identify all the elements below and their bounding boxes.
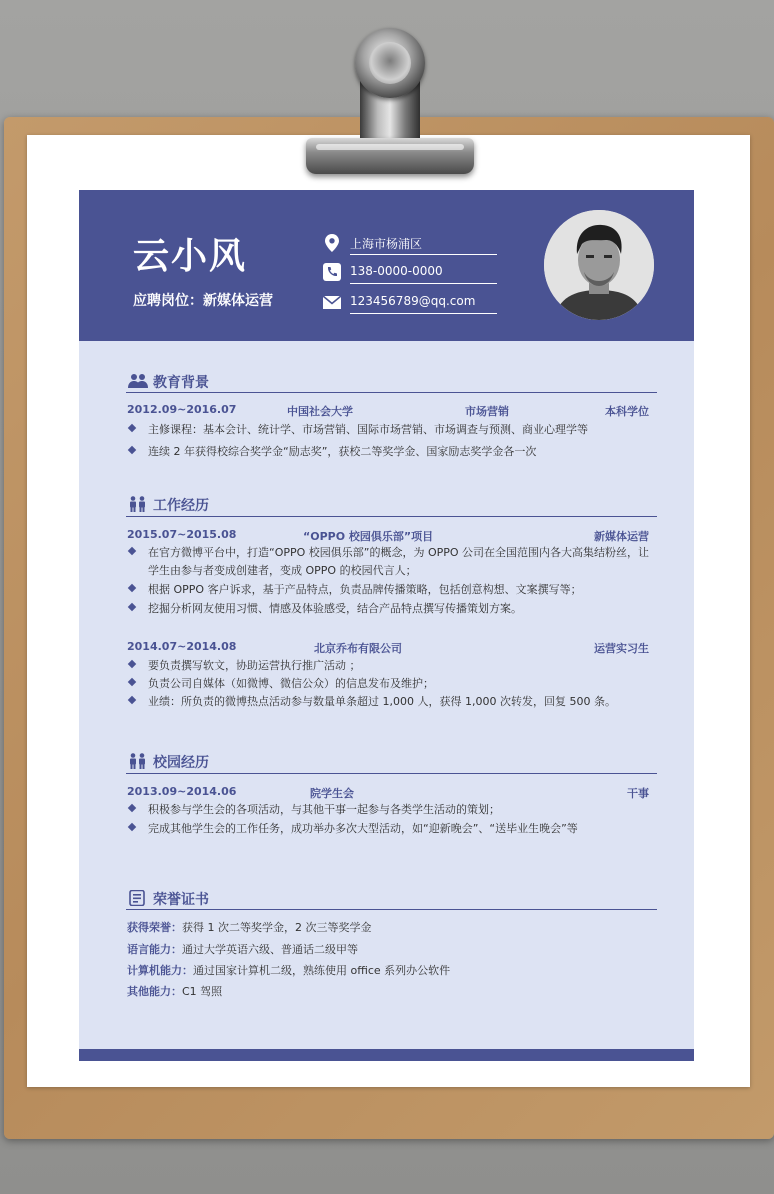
campus-org: 院学生会 <box>310 787 354 800</box>
list-item <box>127 693 657 711</box>
clip-ring <box>355 28 425 98</box>
candidate-name: 云小风 <box>133 236 248 277</box>
list-item-text: 连续 2 年获得校综合奖学金“励志奖”，获校二等奖学金、国家励志奖学金各一次 <box>148 445 537 458</box>
list-item <box>127 801 657 819</box>
list-item-text: 要负责撰写软文，协助运营执行推广活动 ； <box>148 659 361 672</box>
work-row <box>127 640 649 654</box>
list-item <box>127 421 657 439</box>
job-target: 应聘岗位：新媒体运营 <box>133 293 273 309</box>
bullet-diamond-icon <box>128 696 136 704</box>
list-item <box>127 820 657 838</box>
list-item-text: 负责公司自媒体（如微博、微信公众）的信息发布及维护； <box>148 677 434 690</box>
honor-item <box>127 962 450 978</box>
phone-icon <box>322 262 342 282</box>
bullet-diamond-icon <box>128 804 136 812</box>
email-text: 123456789@qq.com <box>350 294 476 308</box>
list-item <box>127 544 657 580</box>
section-title-honors <box>127 889 209 909</box>
honor-text: C1 驾照 <box>182 985 223 998</box>
work-date: 2014.07~2014.08 <box>127 640 237 653</box>
section-rule <box>126 909 657 910</box>
work-role: 新媒体运营 <box>594 530 649 543</box>
contact-address <box>322 229 497 255</box>
education-major: 市场营销 <box>465 405 509 418</box>
section-title-education <box>127 372 209 392</box>
section-title-text: 校园经历 <box>153 755 209 771</box>
work-org: “OPPO 校园俱乐部”项目 <box>303 530 434 543</box>
mail-icon <box>322 292 342 312</box>
section-rule <box>126 516 657 517</box>
work-role: 运营实习生 <box>594 642 649 655</box>
education-degree: 本科学位 <box>605 405 649 418</box>
clip-base <box>306 138 474 174</box>
list-item-text: 积极参与学生会的各项活动，与其他干事一起参与各类学生活动的策划； <box>148 803 500 816</box>
list-item <box>127 443 657 461</box>
section-rule <box>126 392 657 393</box>
avatar <box>544 210 654 320</box>
resume <box>79 190 694 1061</box>
phone-text: 138-0000-0000 <box>350 264 443 278</box>
honor-item <box>127 919 372 935</box>
list-item-text: 在官方微博平台中，打造“OPPO 校园俱乐部”的概念，为 OPPO 公司在全国范围内各大高集结粉丝，让学生由参与者变成创建者，变成 OPPO 的校园代言人； <box>148 546 650 577</box>
bullet-diamond-icon <box>128 424 136 432</box>
education-school: 中国社会大学 <box>287 405 353 418</box>
work-row <box>127 528 649 542</box>
education-date: 2012.09~2016.07 <box>127 403 237 416</box>
bullet-diamond-icon <box>128 603 136 611</box>
resume-footer-bar <box>79 1049 694 1061</box>
workers-icon <box>127 496 149 512</box>
bullet-diamond-icon <box>128 547 136 555</box>
bullet-diamond-icon <box>128 660 136 668</box>
workers-icon <box>127 753 149 769</box>
bullet-diamond-icon <box>128 584 136 592</box>
honor-label: 语言能力： <box>127 943 182 956</box>
honor-text: 通过大学英语六级、普通话二级甲等 <box>182 943 358 956</box>
honor-text: 通过国家计算机二级，熟练使用 office 系列办公软件 <box>193 964 451 977</box>
list-item <box>127 600 657 618</box>
list-item-text: 完成其他学生会的工作任务，成功举办多次大型活动，如“迎新晚会”、“送毕业生晚会”等 <box>148 822 578 835</box>
section-title-campus <box>127 752 209 772</box>
section-title-text: 荣誉证书 <box>153 892 209 908</box>
portrait-photo <box>544 210 654 320</box>
education-row <box>127 403 649 417</box>
campus-role: 干事 <box>627 787 649 800</box>
bullet-diamond-icon <box>128 678 136 686</box>
list-item <box>127 657 657 675</box>
work-date: 2015.07~2015.08 <box>127 528 237 541</box>
list-item-text: 业绩：所负责的微博热点活动参与数量单条超过 1,000 人，获得 1,000 次转发，回复 500 条。 <box>148 695 616 708</box>
campus-row <box>127 785 649 799</box>
section-title-text: 教育背景 <box>153 375 209 391</box>
honor-label: 计算机能力： <box>127 964 193 977</box>
bullet-diamond-icon <box>128 446 136 454</box>
contact-phone <box>322 258 497 284</box>
people-icon <box>127 373 149 389</box>
contact-email <box>322 288 497 314</box>
certificate-icon <box>127 890 149 906</box>
honor-text: 获得 1 次二等奖学金，2 次三等奖学金 <box>182 921 372 934</box>
section-rule <box>126 773 657 774</box>
honor-item <box>127 983 222 999</box>
list-item-text: 根据 OPPO 客户诉求，基于产品特点，负责品牌传播策略，包括创意构想、文案撰写等； <box>148 583 582 596</box>
contact-divider <box>350 254 497 255</box>
work-org: 北京乔布有限公司 <box>314 642 402 655</box>
list-item-text: 主修课程：基本会计、统计学、市场营销、国际市场营销、市场调查与预测、商业心理学等 <box>148 423 588 436</box>
list-item <box>127 581 657 599</box>
location-pin-icon <box>322 233 342 253</box>
resume-header <box>79 190 694 341</box>
contact-divider <box>350 283 497 284</box>
list-item <box>127 675 657 693</box>
contact-divider <box>350 313 497 314</box>
list-item-text: 挖掘分析网友使用习惯、情感及体验感受，结合产品特点撰写传播策划方案。 <box>148 602 522 615</box>
honor-label: 获得荣誉： <box>127 921 182 934</box>
honor-label: 其他能力： <box>127 985 182 998</box>
address-text: 上海市杨浦区 <box>350 237 423 251</box>
campus-date: 2013.09~2014.06 <box>127 785 237 798</box>
honor-item <box>127 941 358 957</box>
section-title-text: 工作经历 <box>153 498 209 514</box>
bullet-diamond-icon <box>128 823 136 831</box>
section-title-work <box>127 495 209 515</box>
